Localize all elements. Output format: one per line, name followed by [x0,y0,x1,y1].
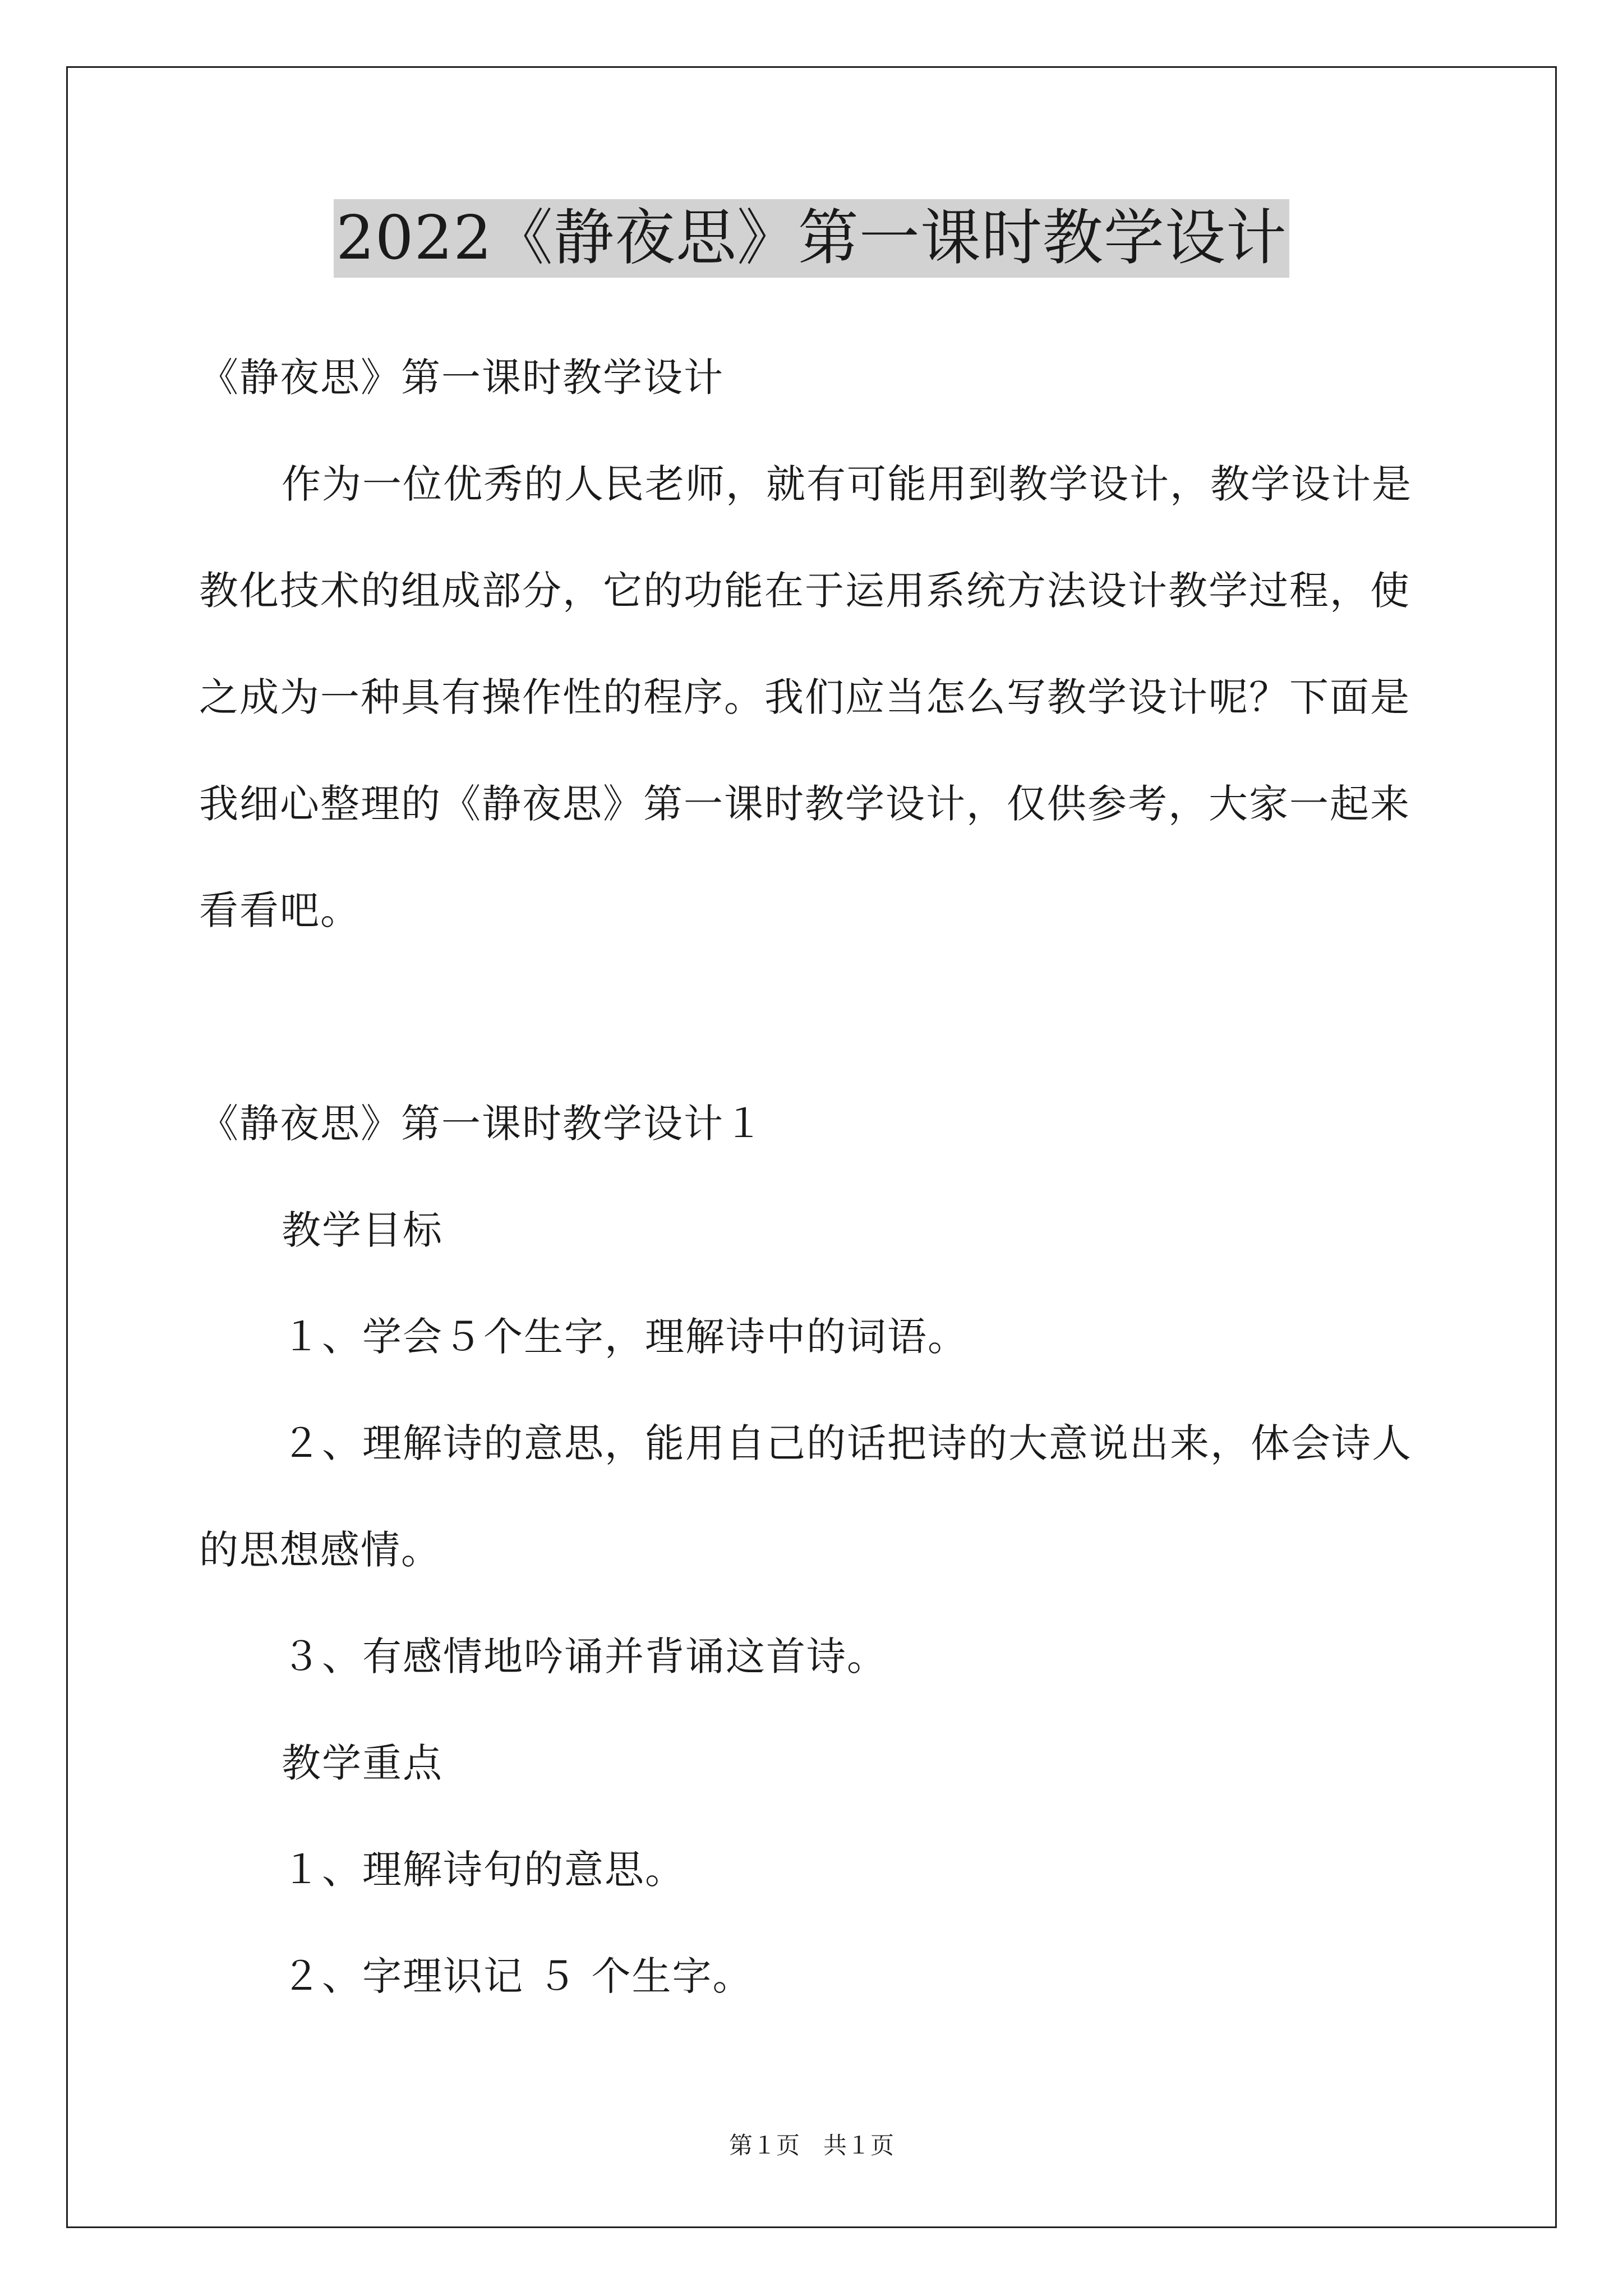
goals-heading: 教学目标 [282,1207,443,1253]
title-wrapper [0,199,1623,278]
document-title: 2022《静夜思》第一课时教学设计 [334,199,1289,278]
goal-1: １、学会５个生字，理解诗中的词语。 [282,1314,968,1360]
subtitle: 《静夜思》第一课时教学设计 [199,355,724,401]
intro-line-3: 之成为一种具有操作性的程序。我们应当怎么写教学设计呢？下面是 [199,674,1410,720]
intro-line-1: 作为一位优秀的人民老师，就有可能用到教学设计，教学设计是 [282,461,1412,507]
section1-heading: 《静夜思》第一课时教学设计１ [199,1101,764,1147]
key-1: １、理解诗句的意思。 [282,1847,685,1893]
goal-2-line-2: 的思想感情。 [199,1527,441,1573]
goal-3: ３、有感情地吟诵并背诵这首诗。 [282,1634,887,1680]
page-footer: 第１页 共１页 [728,2132,894,2159]
goal-2-line-1: ２、理解诗的意思，能用自己的话把诗的大意说出来，体会诗人 [282,1420,1412,1466]
intro-line-5: 看看吧。 [199,887,361,933]
key-2: ２、字理识记 ５ 个生字。 [282,1953,753,1999]
key-heading: 教学重点 [282,1740,443,1786]
intro-line-4: 我细心整理的《静夜思》第一课时教学设计，仅供参考，大家一起来 [199,781,1410,827]
intro-line-2: 教化技术的组成部分，它的功能在于运用系统方法设计教学过程，使 [199,568,1410,614]
